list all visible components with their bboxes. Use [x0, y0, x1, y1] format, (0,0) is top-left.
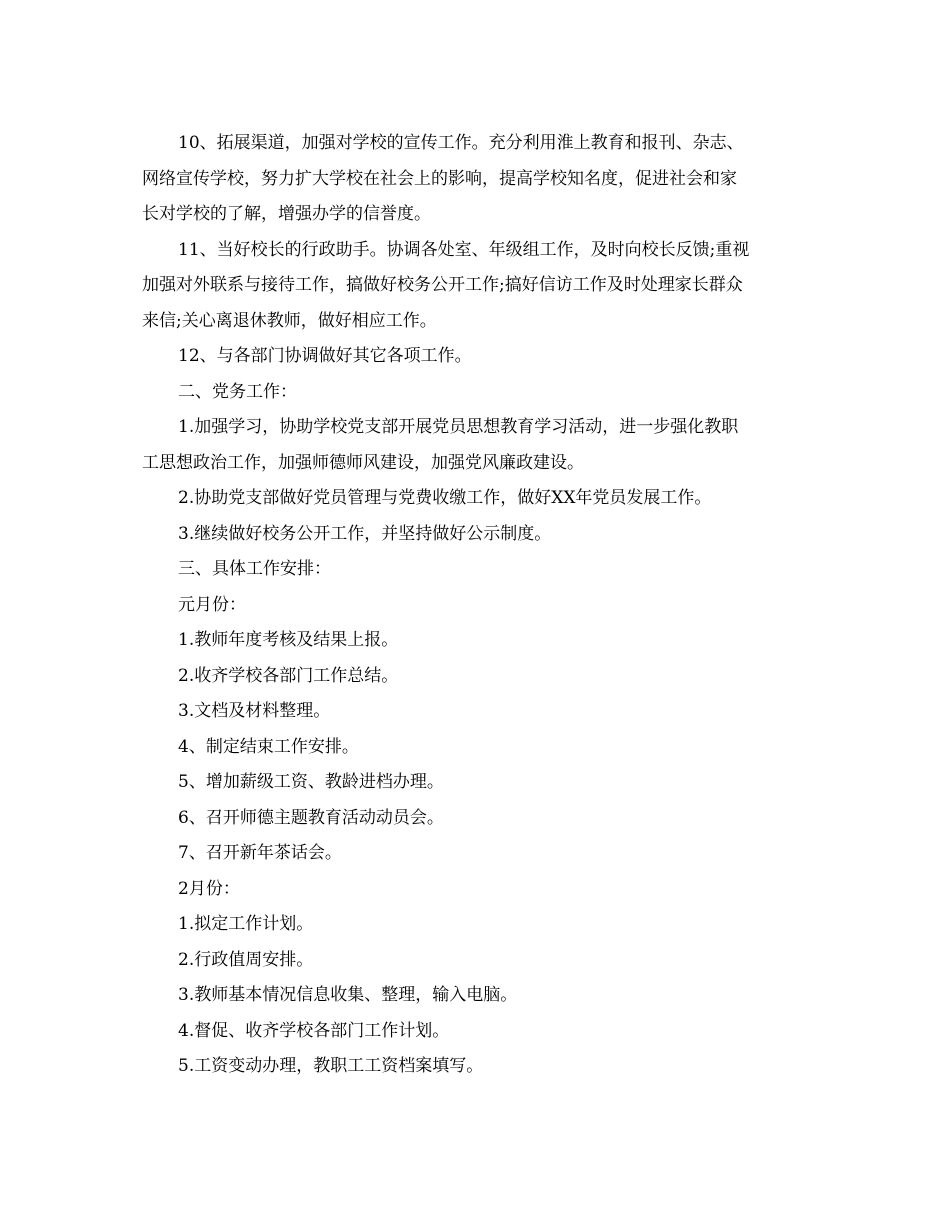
january-item-3: [142, 694, 814, 730]
text-line: 12、与各部门协调做好其它各项工作。: [178, 346, 472, 366]
party-item-3: [142, 517, 814, 553]
text-line: 2.协助党支部做好党员管理与党费收缴工作，做好XX年党员发展工作。: [178, 488, 712, 508]
january-item-5: [142, 765, 814, 801]
january-item-7: [142, 836, 814, 872]
january-item-1: [142, 623, 814, 659]
month-heading-january: [142, 588, 814, 624]
text-line: 三、具体工作安排：: [178, 559, 331, 579]
text-line: 二、党务工作：: [178, 381, 297, 402]
february-item-2: [142, 943, 814, 979]
text-line: 11、当好校长的行政助手。协调各处室、年级组工作，及时向校长反馈;重视: [178, 239, 750, 260]
text-line: 3.继续做好校务公开工作，并坚持做好公示制度。: [178, 523, 552, 544]
text-line: 2.行政值周安排。: [178, 949, 314, 970]
january-item-4: [142, 730, 814, 766]
text-line: 加强对外联系与接待工作，搞做好校务公开工作;搞好信访工作及时处理家长群众: [142, 275, 743, 295]
text-line: 3.教师基本情况信息收集、整理，输入电脑。: [178, 985, 518, 1005]
text-line: 工思想政治工作，加强师德师风建设，加强党风廉政建设。: [142, 452, 584, 473]
text-line: 网络宣传学校，努力扩大学校在社会上的影响，提高学校知名度，促进社会和家: [142, 168, 737, 189]
section-heading-party-work: [142, 375, 814, 411]
february-item-1: [142, 907, 814, 943]
text-line: 来信;关心离退休教师，做好相应工作。: [142, 310, 437, 331]
text-line: 5、增加薪级工资、教龄进档办理。: [178, 772, 444, 792]
text-line: 元月份：: [178, 594, 246, 615]
text-line: 4.督促、收齐学校各部门工作计划。: [178, 1020, 450, 1041]
text-line: 4、制定结束工作安排。: [178, 736, 359, 757]
text-line: 6、召开师德主题教育活动动员会。: [178, 807, 444, 828]
text-line: 2月份：: [178, 878, 240, 899]
month-heading-february: [142, 872, 814, 908]
february-item-4: [142, 1014, 814, 1050]
text-line: 5.工资变动办理，教职工工资档案填写。: [178, 1056, 484, 1076]
text-line: 1.拟定工作计划。: [178, 914, 314, 934]
text-line: 1.加强学习，协助学校党支部开展党员思想教育学习活动，进一步强化教职: [178, 417, 739, 437]
text-line: 长对学校的了解，增强办学的信誉度。: [142, 204, 431, 224]
party-item-2: [142, 481, 814, 517]
text-line: 10、拓展渠道，加强对学校的宣传工作。充分利用淮上教育和报刊、杂志、: [178, 133, 744, 153]
paragraph-11-assistant: [142, 233, 814, 340]
text-line: 2.收齐学校各部门工作总结。: [178, 665, 399, 686]
party-item-1: [142, 410, 814, 481]
text-line: 7、召开新年茶话会。: [178, 843, 342, 863]
february-item-3: [142, 978, 814, 1014]
paragraph-12-coordination: [142, 339, 814, 375]
february-item-5: [142, 1049, 814, 1085]
paragraph-10-publicity: [142, 126, 814, 233]
january-item-2: [142, 659, 814, 695]
text-line: 3.文档及材料整理。: [178, 701, 331, 721]
section-heading-schedule: [142, 552, 814, 588]
text-line: 1.教师年度考核及结果上报。: [178, 630, 399, 650]
january-item-6: [142, 801, 814, 837]
document-body: [142, 126, 814, 1085]
